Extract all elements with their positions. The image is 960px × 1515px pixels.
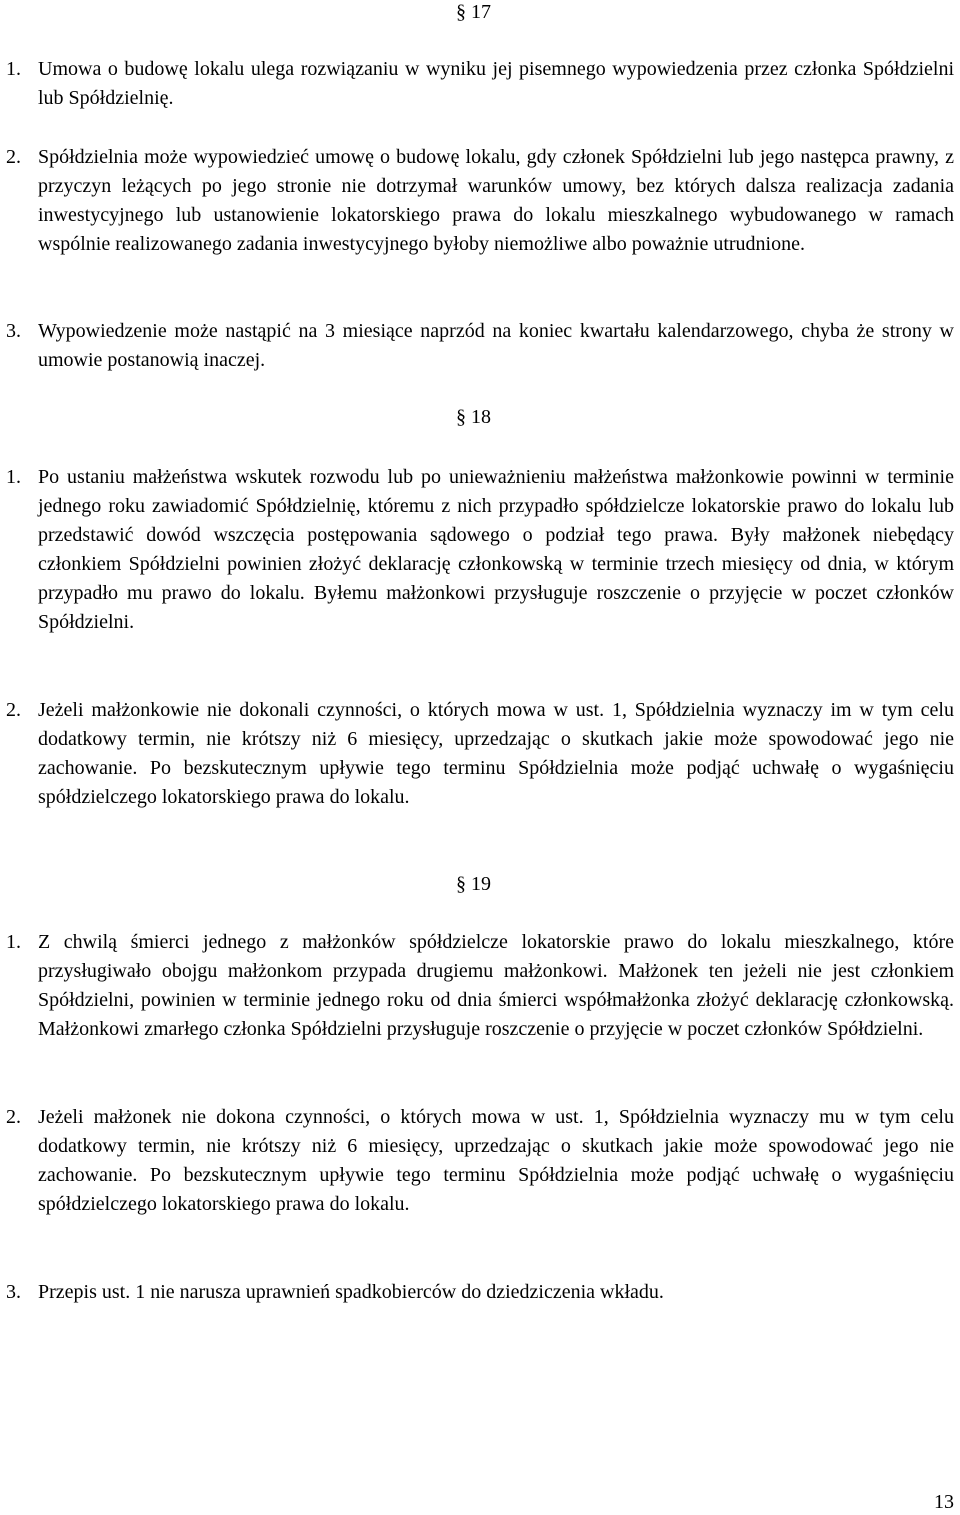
paragraph-17-3	[6, 317, 954, 375]
paragraph-number: 2.	[6, 146, 21, 168]
paragraph-19-2	[6, 1103, 954, 1219]
paragraph-number: 2.	[6, 699, 21, 721]
paragraph-text: Spółdzielnia może wypowiedzieć umowę o budowę lokalu, gdy członek Spółdzielni lub jego następca prawny, z przyczyn leżących po jego stronie nie dotrzymał warunków umowy, bez których dalsza realizacja zadania inwestycyjnego lub ustanowienie lokatorskiego prawa do lokalu mieszkalnego wybudowanego w ramach wspólnie realizowanego zadania inwestycyjnego byłoby niemożliwe albo poważnie utrudnione.	[38, 146, 954, 255]
paragraph-text: Umowa o budowę lokalu ulega rozwiązaniu w wyniku jej pisemnego wypowiedzenia przez członka Spółdzielni lub Spółdzielnię.	[38, 58, 954, 109]
paragraph-number: 1.	[6, 466, 21, 488]
paragraph-17-1	[6, 55, 954, 113]
paragraph-number: 1.	[6, 931, 21, 953]
paragraph-text: Jeżeli małżonkowie nie dokonali czynności, o których mowa w ust. 1, Spółdzielnia wyznaczy im w tym celu dodatkowy termin, nie krótszy niż 6 miesięcy, uprzedzając o skutkach jakie może spowodować jego nie zachowanie. Po bezskutecznym upływie tego terminu Spółdzielnia może podjąć uchwałę o wygaśnięciu spółdzielczego lokatorskiego prawa do lokalu.	[38, 699, 954, 808]
paragraph-text: Jeżeli małżonek nie dokona czynności, o których mowa w ust. 1, Spółdzielnia wyznaczy mu w tym celu dodatkowy termin, nie krótszy niż 6 miesięcy, uprzedzając o skutkach jakie może spowodować jego nie zachowanie. Po bezskutecznym upływie tego terminu Spółdzielnia może podjąć uchwałę o wygaśnięciu spółdzielczego lokatorskiego prawa do lokalu.	[38, 1106, 954, 1215]
section-heading-19: § 19	[456, 873, 491, 895]
paragraph-number: 2.	[6, 1106, 21, 1128]
paragraph-18-2	[6, 696, 954, 812]
section-heading-18: § 18	[456, 406, 491, 428]
paragraph-text: Przepis ust. 1 nie narusza uprawnień spadkobierców do dziedziczenia wkładu.	[38, 1281, 664, 1303]
paragraph-number: 1.	[6, 58, 21, 80]
section-heading-17: § 17	[456, 1, 491, 23]
paragraph-18-1	[6, 463, 954, 637]
page-number: 13	[934, 1491, 954, 1513]
paragraph-19-1	[6, 928, 954, 1044]
paragraph-17-2	[6, 143, 954, 259]
paragraph-number: 3.	[6, 320, 21, 342]
paragraph-text: Z chwilą śmierci jednego z małżonków spółdzielcze lokatorskie prawo do lokalu mieszkalnego, które przysługiwało obojgu małżonkom przypada drugiemu małżonkowi. Małżonek ten jeżeli nie jest członkiem Spółdzielni, powinien w terminie jednego roku od dnia śmierci współmałżonka złożyć deklarację członkowską. Małżonkowi zmarłego członka Spółdzielni przysługuje roszczenie o przyjęcie w poczet członków Spółdzielni.	[38, 931, 954, 1040]
paragraph-text: Po ustaniu małżeństwa wskutek rozwodu lub po unieważnieniu małżeństwa małżonkowie powinni w terminie jednego roku zawiadomić Spółdzielnię, któremu z nich przypadło spółdzielcze lokatorskie prawo do lokalu lub przedstawić dowód wszczęcia postępowania sądowego o podział tego prawa. Były małżonek niebędący członkiem Spółdzielni powinien złożyć deklarację członkowską w terminie trzech miesięcy od dnia, w którym przypadło mu prawo do lokalu. Byłemu małżonkowi przysługuje roszczenie o przyjęcie w poczet członków Spółdzielni.	[38, 466, 954, 633]
paragraph-number: 3.	[6, 1281, 21, 1303]
paragraph-19-3	[6, 1278, 954, 1307]
paragraph-text: Wypowiedzenie może nastąpić na 3 miesiące naprzód na koniec kwartału kalendarzowego, chyba że strony w umowie postanowią inaczej.	[38, 320, 954, 371]
